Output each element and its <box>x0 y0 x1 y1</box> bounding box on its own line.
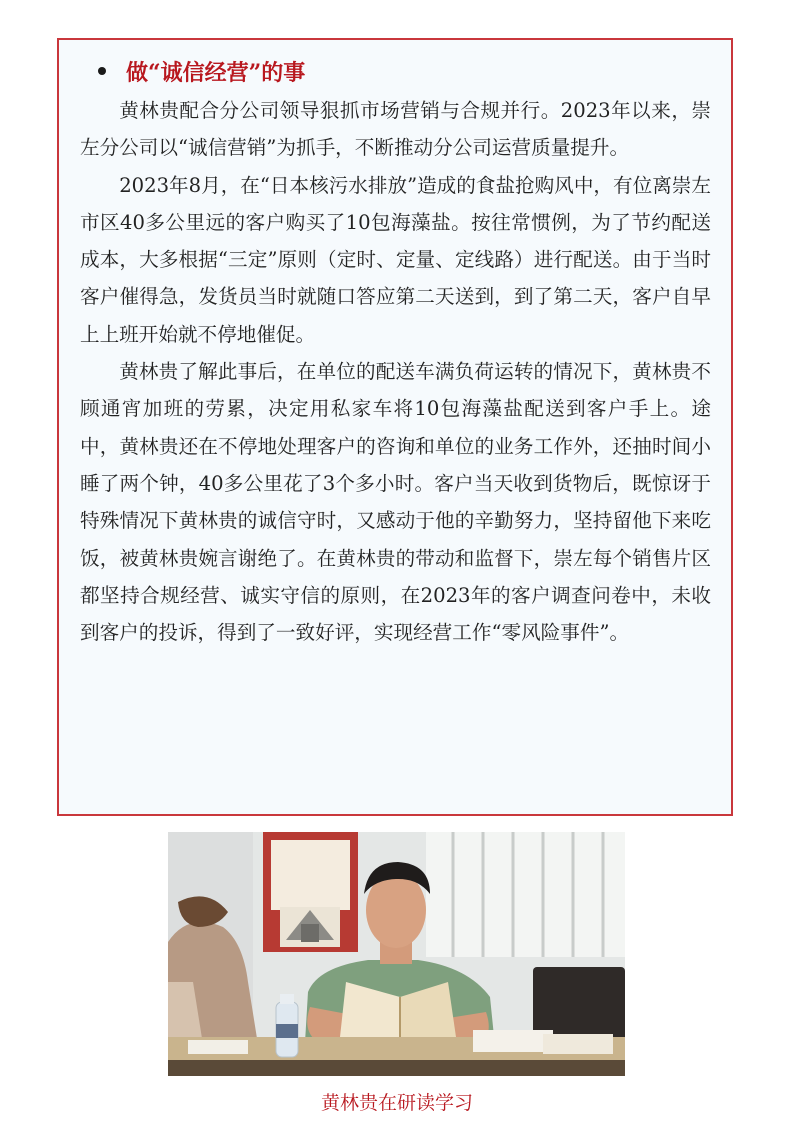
section-heading <box>80 54 711 88</box>
paragraph: 黄林贵了解此事后，在单位的配送车满负荷运转的情况下，黄林贵不顾通宵加班的劳累，决定用私家车将10包海藻盐配送到客户手上。途中，黄林贵还在不停地处理客户的咨询和单位的业务工作外，还抽时间小睡了两个钟，40多公里花了3个多小时。客户当天收到货物后，既惊讶于特殊情况下黄林贵的诚信守时，又感动于他的辛勤努力，坚持留他下来吃饭，被黄林贵婉言谢绝了。在黄林贵的带动和监督下，崇左每个销售片区都坚持合规经营、诚实守信的原则，在2023年的客户调查问卷中，未收到客户的投诉，得到了一致好评，实现经营工作“零风险事件”。 <box>80 360 711 645</box>
article-box <box>57 38 733 816</box>
photo-caption: 黄林贵在研读学习 <box>320 1092 473 1114</box>
paragraph: 黄林贵配合分公司领导狠抓市场营销与合规并行。2023年以来，崇左分公司以“诚信营销”为抓手，不断推动分公司运营质量提升。 <box>80 99 711 160</box>
reading-photo <box>168 832 625 1076</box>
paragraph: 2023年8月，在“日本核污水排放”造成的食盐抢购风中，有位离崇左市区40多公里远的客户购买了10包海藻盐。按往常惯例，为了节约配送成本，大多根据“三定”原则（定时、定量、定线路）进行配送。由于当时客户催得急，发货员当时就随口答应第二天送到，到了第二天，客户自早上上班开始就不停地催促。 <box>80 173 711 346</box>
section-heading-text: 做“诚信经营”的事 <box>126 59 306 86</box>
photo-illustration <box>168 832 625 1076</box>
bullet-dot-icon <box>98 67 106 75</box>
